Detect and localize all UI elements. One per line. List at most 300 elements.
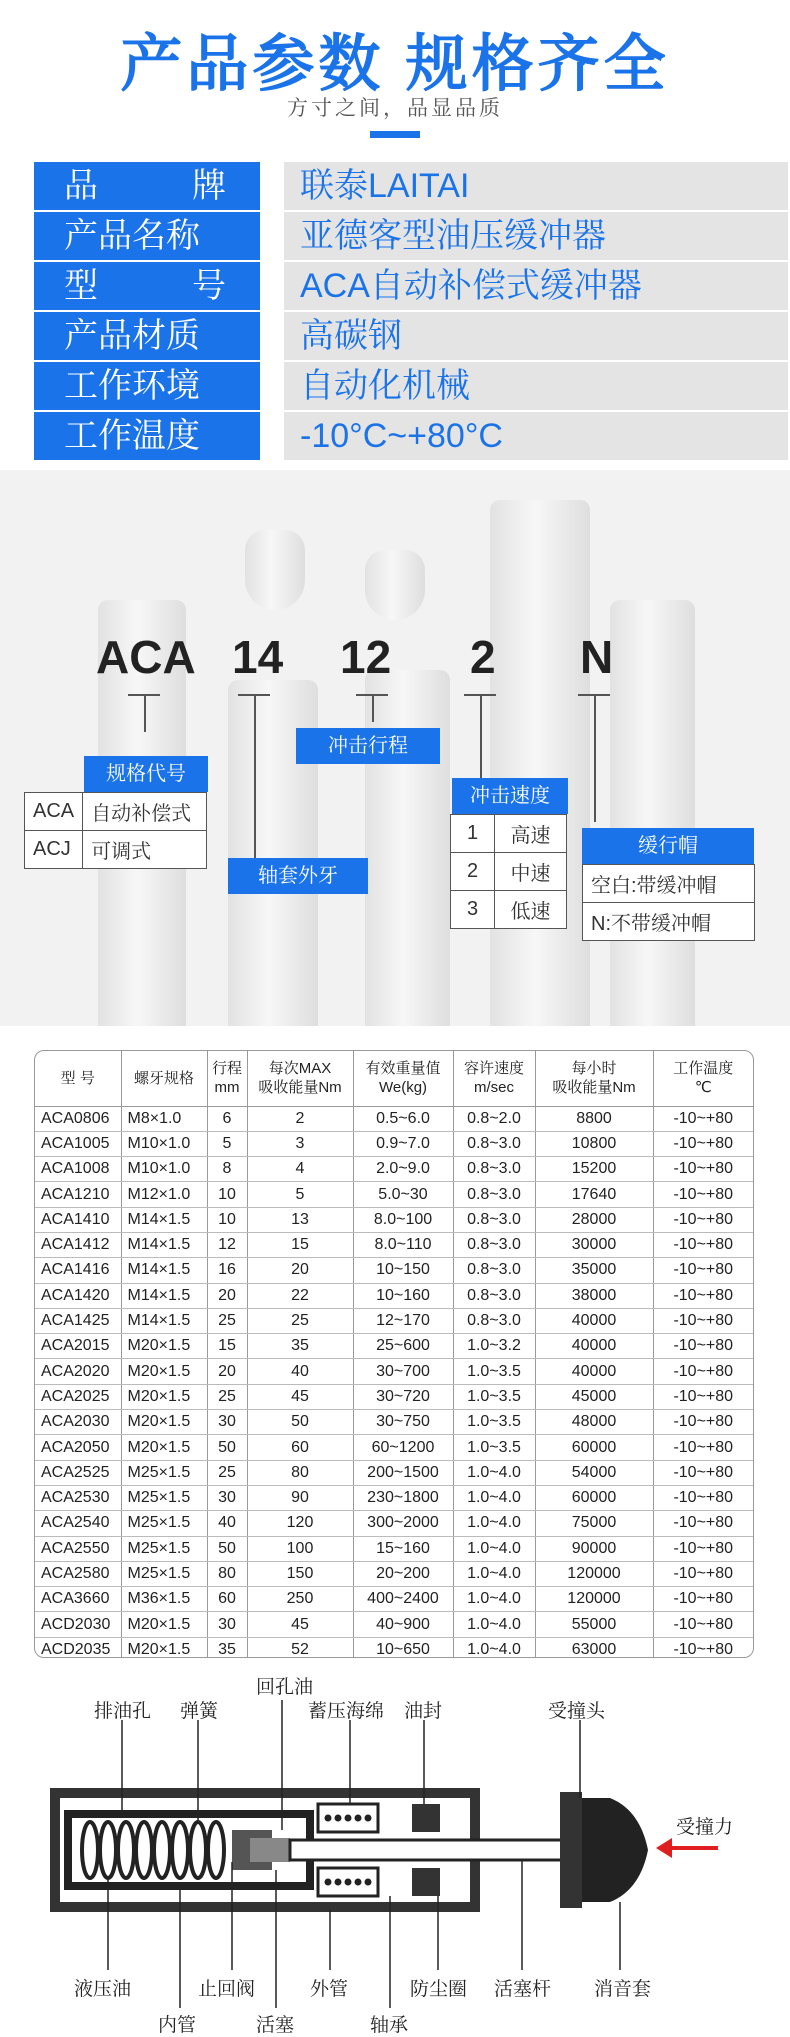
table-cell: 35 — [247, 1334, 353, 1359]
table-cell: 13 — [247, 1207, 353, 1232]
table-cell: 50 — [207, 1536, 247, 1561]
table-row — [583, 865, 755, 903]
table-cell: 可调式 — [83, 831, 207, 869]
label-muffler: 消音套 — [594, 1979, 652, 2000]
piston-rod — [290, 1840, 580, 1860]
label-impact-head: 受撞头 — [548, 1701, 606, 1722]
table-cell: 75000 — [535, 1511, 653, 1536]
stroke-label: 冲击行程 — [296, 728, 440, 764]
table-cell: M8×1.0 — [121, 1106, 207, 1131]
table-cell: 10 — [207, 1182, 247, 1207]
table-cell: 1.0~4.0 — [453, 1587, 535, 1612]
table-cell: 1.0~4.0 — [453, 1536, 535, 1561]
table-cell: 1.0~4.0 — [453, 1460, 535, 1485]
col-header: 螺牙规格 — [121, 1051, 207, 1106]
table-cell: -10~+80 — [653, 1157, 753, 1182]
table-cell: 54000 — [535, 1460, 653, 1485]
col-header — [207, 1051, 247, 1106]
table-cell: 1.0~3.5 — [453, 1359, 535, 1384]
table-cell: ACA2015 — [35, 1334, 121, 1359]
page-subtitle: 方寸之间，品显品质 — [287, 97, 503, 120]
table-cell: 40~900 — [353, 1612, 453, 1637]
table-cell: -10~+80 — [653, 1561, 753, 1586]
table-cell: 80 — [207, 1561, 247, 1586]
table-cell: 25 — [247, 1308, 353, 1333]
table-cell: 25 — [207, 1308, 247, 1333]
table-cell: 150 — [247, 1561, 353, 1586]
table-cell: -10~+80 — [653, 1232, 753, 1257]
param-key-part: 号 — [192, 267, 226, 305]
table-cell: -10~+80 — [653, 1207, 753, 1232]
col-header — [453, 1051, 535, 1106]
ghost-shock-absorber — [365, 670, 450, 1026]
table-cell: ACD2035 — [35, 1637, 121, 1658]
col-header-text: 工作温度 ℃ — [673, 1060, 734, 1097]
param-value: 亚德客型油压缓冲器 — [284, 212, 788, 260]
sponge-dot — [335, 1879, 342, 1886]
tick-vertical — [594, 694, 596, 822]
sponge-dot — [325, 1879, 332, 1886]
table-cell: 0.5~6.0 — [353, 1106, 453, 1131]
table-row — [451, 815, 567, 853]
table-cell: 35 — [207, 1637, 247, 1658]
table-cell: 中速 — [495, 853, 567, 891]
table-cell: 20 — [207, 1283, 247, 1308]
sponge-dot — [355, 1815, 362, 1822]
table-cell: 20 — [207, 1359, 247, 1384]
oil-seal-bottom — [412, 1868, 440, 1896]
table-cell: 1.0~4.0 — [453, 1561, 535, 1586]
table-cell: 1.0~4.0 — [453, 1511, 535, 1536]
label-sponge: 蓄压海绵 — [308, 1701, 385, 1722]
table-cell: 35000 — [535, 1258, 653, 1283]
table-cell: 8.0~100 — [353, 1207, 453, 1232]
table-row — [35, 1207, 753, 1232]
table-cell: 38000 — [535, 1283, 653, 1308]
table-cell: ACJ — [25, 831, 83, 869]
parameter-table — [34, 162, 754, 462]
table-row — [35, 1536, 753, 1561]
table-row — [35, 1334, 753, 1359]
speed-label: 冲击速度 — [452, 778, 568, 814]
table-cell: 10~150 — [353, 1258, 453, 1283]
table-cell: 8 — [207, 1157, 247, 1182]
label-spring: 弹簧 — [180, 1701, 219, 1722]
table-cell: 20~200 — [353, 1561, 453, 1586]
ghost-cap — [365, 550, 425, 620]
table-cell: 3 — [247, 1131, 353, 1156]
table-cell: -10~+80 — [653, 1359, 753, 1384]
label-return-oil: 回孔油 — [256, 1677, 314, 1698]
label-bearing: 轴承 — [370, 2015, 409, 2036]
table-cell: 40000 — [535, 1359, 653, 1384]
table-cell: 15200 — [535, 1157, 653, 1182]
table-cell: M20×1.5 — [121, 1435, 207, 1460]
table-row — [35, 1485, 753, 1510]
table-cell: 0.8~3.0 — [453, 1207, 535, 1232]
table-row — [35, 1106, 753, 1131]
table-cell: 100 — [247, 1536, 353, 1561]
table-cell: 0.8~3.0 — [453, 1232, 535, 1257]
param-key-part: 牌 — [192, 167, 226, 205]
table-cell: 12~170 — [353, 1308, 453, 1333]
table-row — [35, 1182, 753, 1207]
table-cell: 15 — [247, 1232, 353, 1257]
table-cell: 17640 — [535, 1182, 653, 1207]
table-row — [35, 1232, 753, 1257]
watermark — [225, 1271, 270, 1398]
sponge-dot — [355, 1879, 362, 1886]
col-header-text: 容许速度 m/sec — [463, 1060, 524, 1097]
table-cell: -10~+80 — [653, 1106, 753, 1131]
table-cell: 0.8~3.0 — [453, 1258, 535, 1283]
speed-table — [450, 814, 567, 929]
table-cell: 0.8~3.0 — [453, 1131, 535, 1156]
table-cell: M20×1.5 — [121, 1410, 207, 1435]
table-row — [451, 891, 567, 929]
param-value: ACA自动补偿式缓冲器 — [284, 262, 788, 310]
table-cell: 1.0~4.0 — [453, 1612, 535, 1637]
table-cell: -10~+80 — [653, 1410, 753, 1435]
table-cell: 0.8~3.0 — [453, 1157, 535, 1182]
param-key-part: 品 — [64, 167, 98, 205]
table-cell: 60 — [207, 1587, 247, 1612]
title-underline — [370, 131, 420, 138]
table-cell: 22 — [247, 1283, 353, 1308]
table-cell: M10×1.0 — [121, 1131, 207, 1156]
table-cell: 0.9~7.0 — [353, 1131, 453, 1156]
table-row — [35, 1283, 753, 1308]
table-cell: M20×1.5 — [121, 1384, 207, 1409]
sponge-dot — [365, 1879, 372, 1886]
ghost-cap — [245, 530, 305, 610]
table-cell: 30~700 — [353, 1359, 453, 1384]
table-cell: 60000 — [535, 1435, 653, 1460]
param-key: 产品名称 — [34, 212, 260, 260]
code-char-stroke: 12 — [340, 631, 392, 683]
table-cell: 5.0~30 — [353, 1182, 453, 1207]
table-cell: 4 — [247, 1157, 353, 1182]
param-key — [34, 162, 260, 210]
table-cell: ACA1420 — [35, 1283, 121, 1308]
spec-table — [35, 1051, 753, 1658]
table-cell: M14×1.5 — [121, 1308, 207, 1333]
table-cell: 230~1800 — [353, 1485, 453, 1510]
table-cell: 400~2400 — [353, 1587, 453, 1612]
table-cell: 1 — [451, 815, 495, 853]
table-row — [35, 1435, 753, 1460]
table-row — [35, 1384, 753, 1409]
table-cell: ACA1412 — [35, 1232, 121, 1257]
table-row — [35, 1637, 753, 1658]
table-cell: 10~160 — [353, 1283, 453, 1308]
table-row — [35, 1157, 753, 1182]
table-cell: M20×1.5 — [121, 1334, 207, 1359]
table-cell: ACA2050 — [35, 1435, 121, 1460]
table-cell: M25×1.5 — [121, 1561, 207, 1586]
param-value: -10°C~+80°C — [284, 412, 788, 460]
table-cell: ACA1210 — [35, 1182, 121, 1207]
table-row — [25, 793, 207, 831]
spec-code-table — [24, 792, 207, 869]
table-row — [35, 1587, 753, 1612]
table-cell: 30 — [207, 1485, 247, 1510]
label-dust-ring: 防尘圈 — [410, 1979, 468, 2000]
table-row — [583, 903, 755, 941]
table-cell: ACA3660 — [35, 1587, 121, 1612]
impact-force-arrowhead — [656, 1838, 672, 1858]
cap-label: 缓行帽 — [582, 828, 754, 864]
table-cell: M14×1.5 — [121, 1232, 207, 1257]
table-cell: 0.8~3.0 — [453, 1182, 535, 1207]
table-cell: -10~+80 — [653, 1511, 753, 1536]
label-hydraulic-oil: 液压油 — [74, 1979, 132, 2000]
table-cell: -10~+80 — [653, 1536, 753, 1561]
table-cell: M14×1.5 — [121, 1258, 207, 1283]
table-cell: 25 — [207, 1460, 247, 1485]
label-check-valve: 止回阀 — [198, 1979, 256, 2000]
sponge-dot — [345, 1815, 352, 1822]
table-cell: 45 — [247, 1384, 353, 1409]
table-cell: -10~+80 — [673, 1641, 734, 1658]
table-cell: M25×1.5 — [121, 1536, 207, 1561]
table-cell: 16 — [207, 1258, 247, 1283]
code-char-speed: 2 — [470, 631, 496, 683]
label-piston: 活塞 — [256, 2015, 295, 2036]
param-row-brand — [34, 162, 754, 210]
ghost-shock-absorber — [490, 500, 590, 1026]
table-cell: 120 — [247, 1511, 353, 1536]
table-cell: ACA1005 — [35, 1131, 121, 1156]
code-char-series: ACA — [96, 631, 196, 683]
table-cell: 300~2000 — [353, 1511, 453, 1536]
label-inner-tube: 内管 — [158, 2015, 197, 2036]
table-cell: M20×1.5 — [121, 1612, 207, 1637]
table-cell: -10~+80 — [653, 1460, 753, 1485]
table-cell: M14×1.5 — [121, 1283, 207, 1308]
table-cell: -10~+80 — [653, 1485, 753, 1510]
table-cell: 48000 — [535, 1410, 653, 1435]
table-cell: 40 — [247, 1359, 353, 1384]
sponge-dot — [345, 1879, 352, 1886]
table-cell: 45000 — [535, 1384, 653, 1409]
structure-diagram — [0, 1670, 790, 2037]
param-row-model — [34, 262, 754, 310]
table-cell: ACA2020 — [35, 1359, 121, 1384]
table-cell: 120000 — [535, 1561, 653, 1586]
table-cell: 10~650 — [353, 1637, 453, 1658]
param-key: 工作环境 — [34, 362, 260, 410]
col-header — [353, 1051, 453, 1106]
col-header: 型 号 — [35, 1051, 121, 1106]
param-row-temperature — [34, 412, 754, 460]
table-row — [35, 1258, 753, 1283]
label-oil-drain: 排油孔 — [94, 1701, 152, 1722]
table-cell: 50 — [247, 1410, 353, 1435]
cap-table — [582, 864, 755, 941]
table-row — [35, 1561, 753, 1586]
table-cell: 8.0~110 — [353, 1232, 453, 1257]
table-cell: 60000 — [535, 1485, 653, 1510]
table-cell: 5 — [207, 1131, 247, 1156]
table-cell: -10~+80 — [653, 1131, 753, 1156]
table-header-row — [35, 1051, 753, 1106]
table-cell: 63000 — [535, 1637, 653, 1658]
oil-seal-top — [412, 1804, 440, 1832]
table-cell: 1.0~3.5 — [453, 1435, 535, 1460]
table-cell: 40000 — [535, 1334, 653, 1359]
check-valve-block — [250, 1838, 290, 1862]
label-piston-rod: 活塞杆 — [494, 1979, 552, 2000]
spec-table-body — [35, 1106, 753, 1658]
param-key-part: 型 — [64, 267, 98, 305]
table-cell: 2 — [247, 1106, 353, 1131]
table-cell: 30~750 — [353, 1410, 453, 1435]
table-cell: ACA1425 — [35, 1308, 121, 1333]
table-cell: ACA2025 — [35, 1384, 121, 1409]
spec-table-container — [34, 1050, 754, 1658]
table-cell: 10 — [207, 1207, 247, 1232]
table-cell: 自动补偿式 — [83, 793, 207, 831]
muffler — [560, 1792, 582, 1908]
table-cell: N:不带缓冲帽 — [583, 903, 755, 941]
table-row — [35, 1308, 753, 1333]
param-value: 自动化机械 — [284, 362, 788, 410]
table-cell: ACA1416 — [35, 1258, 121, 1283]
table-cell: M10×1.0 — [121, 1157, 207, 1182]
table-cell: 15 — [207, 1334, 247, 1359]
table-row — [451, 853, 567, 891]
label-oil-seal: 油封 — [404, 1701, 443, 1722]
table-cell: 0.8~2.0 — [453, 1106, 535, 1131]
table-cell: ACA0806 — [35, 1106, 121, 1131]
param-key — [34, 262, 260, 310]
table-cell: M20×1.5 — [121, 1359, 207, 1384]
col-header — [247, 1051, 353, 1106]
table-cell: 低速 — [495, 891, 567, 929]
table-cell: ACA1410 — [35, 1207, 121, 1232]
impact-head — [578, 1798, 648, 1902]
table-cell: 3 — [451, 891, 495, 929]
table-cell: 250 — [247, 1587, 353, 1612]
param-row-material — [34, 312, 754, 360]
table-cell: -10~+80 — [653, 1435, 753, 1460]
table-row — [35, 1460, 753, 1485]
table-cell: 1.0~3.2 — [453, 1334, 535, 1359]
col-header-text: 每次MAX 吸收能量Nm — [258, 1060, 342, 1097]
page-title: 产品参数 规格齐全 — [120, 30, 670, 99]
table-cell: 25 — [207, 1384, 247, 1409]
table-row — [35, 1511, 753, 1536]
col-header — [535, 1051, 653, 1106]
table-cell: 80 — [247, 1460, 353, 1485]
table-cell: 90 — [247, 1485, 353, 1510]
table-cell: ACA2540 — [35, 1511, 121, 1536]
table-cell: M25×1.5 — [121, 1511, 207, 1536]
col-header-text: 行程 mm — [211, 1060, 242, 1097]
table-cell: 120000 — [535, 1587, 653, 1612]
table-cell: ACA2550 — [35, 1536, 121, 1561]
table-row — [35, 1359, 753, 1384]
table-cell: 12 — [207, 1232, 247, 1257]
table-cell: 60 — [247, 1435, 353, 1460]
table-cell: ACA2030 — [35, 1410, 121, 1435]
table-cell: ACA2580 — [35, 1561, 121, 1586]
table-cell: 1.0~3.5 — [453, 1410, 535, 1435]
table-cell: 1.0~3.5 — [453, 1384, 535, 1409]
param-value: 联泰LAITAI — [284, 162, 788, 210]
model-code-section — [0, 470, 790, 1026]
table-cell: -10~+80 — [653, 1283, 753, 1308]
table-row — [25, 831, 207, 869]
param-key: 产品材质 — [34, 312, 260, 360]
label-impact-force: 受撞力 — [676, 1817, 734, 1838]
table-cell: M25×1.5 — [121, 1460, 207, 1485]
table-cell: 0.8~3.0 — [453, 1308, 535, 1333]
table-cell: -10~+80 — [653, 1182, 753, 1207]
table-cell: ACA1008 — [35, 1157, 121, 1182]
param-row-environment — [34, 362, 754, 410]
table-cell: 5 — [247, 1182, 353, 1207]
ghost-shock-absorber — [610, 600, 695, 1026]
table-cell: -10~+80 — [653, 1384, 753, 1409]
tick-vertical — [372, 694, 374, 722]
table-cell: M36×1.5 — [121, 1587, 207, 1612]
table-cell: -10~+80 — [653, 1587, 753, 1612]
table-cell: 空白:带缓冲帽 — [583, 865, 755, 903]
table-cell: -10~+80 — [653, 1258, 753, 1283]
tick-vertical — [144, 694, 146, 732]
sponge-dot — [325, 1815, 332, 1822]
tick-vertical — [480, 694, 482, 780]
param-row-name — [34, 212, 754, 260]
table-cell: M12×1.0 — [121, 1182, 207, 1207]
col-header — [653, 1051, 753, 1106]
table-cell: 60~1200 — [353, 1435, 453, 1460]
table-cell: -10~+80 — [653, 1308, 753, 1333]
table-cell: 15~160 — [353, 1536, 453, 1561]
table-cell: 8800 — [535, 1106, 653, 1131]
sponge-dot — [365, 1815, 372, 1822]
table-cell: M25×1.5 — [121, 1485, 207, 1510]
table-cell: M20×1.5 — [121, 1637, 207, 1658]
table-row — [35, 1410, 753, 1435]
table-cell: ACA2530 — [35, 1485, 121, 1510]
label-outer-tube: 外管 — [310, 1979, 349, 2000]
table-cell: ACA — [25, 793, 83, 831]
table-cell: 0.8~3.0 — [453, 1283, 535, 1308]
table-cell: 1.0~4.0 — [453, 1637, 535, 1658]
table-cell: 1.0~4.0 — [453, 1485, 535, 1510]
table-cell: 高速 — [495, 815, 567, 853]
table-cell: 50 — [207, 1435, 247, 1460]
col-header-text: 每小时 吸收能量Nm — [552, 1060, 636, 1097]
table-cell: 40000 — [535, 1308, 653, 1333]
table-cell: 20 — [247, 1258, 353, 1283]
table-cell: -10~+80 — [653, 1612, 753, 1637]
code-char-cap: N — [580, 631, 614, 683]
table-row — [35, 1131, 753, 1156]
table-row — [35, 1612, 753, 1637]
table-cell: ACA2525 — [35, 1460, 121, 1485]
table-cell: 45 — [247, 1612, 353, 1637]
spec-code-label: 规格代号 — [84, 756, 208, 792]
param-value: 高碳钢 — [284, 312, 788, 360]
table-cell: 2.0~9.0 — [353, 1157, 453, 1182]
table-cell: 30~720 — [353, 1384, 453, 1409]
table-cell: 30 — [207, 1612, 247, 1637]
table-cell: 30000 — [535, 1232, 653, 1257]
